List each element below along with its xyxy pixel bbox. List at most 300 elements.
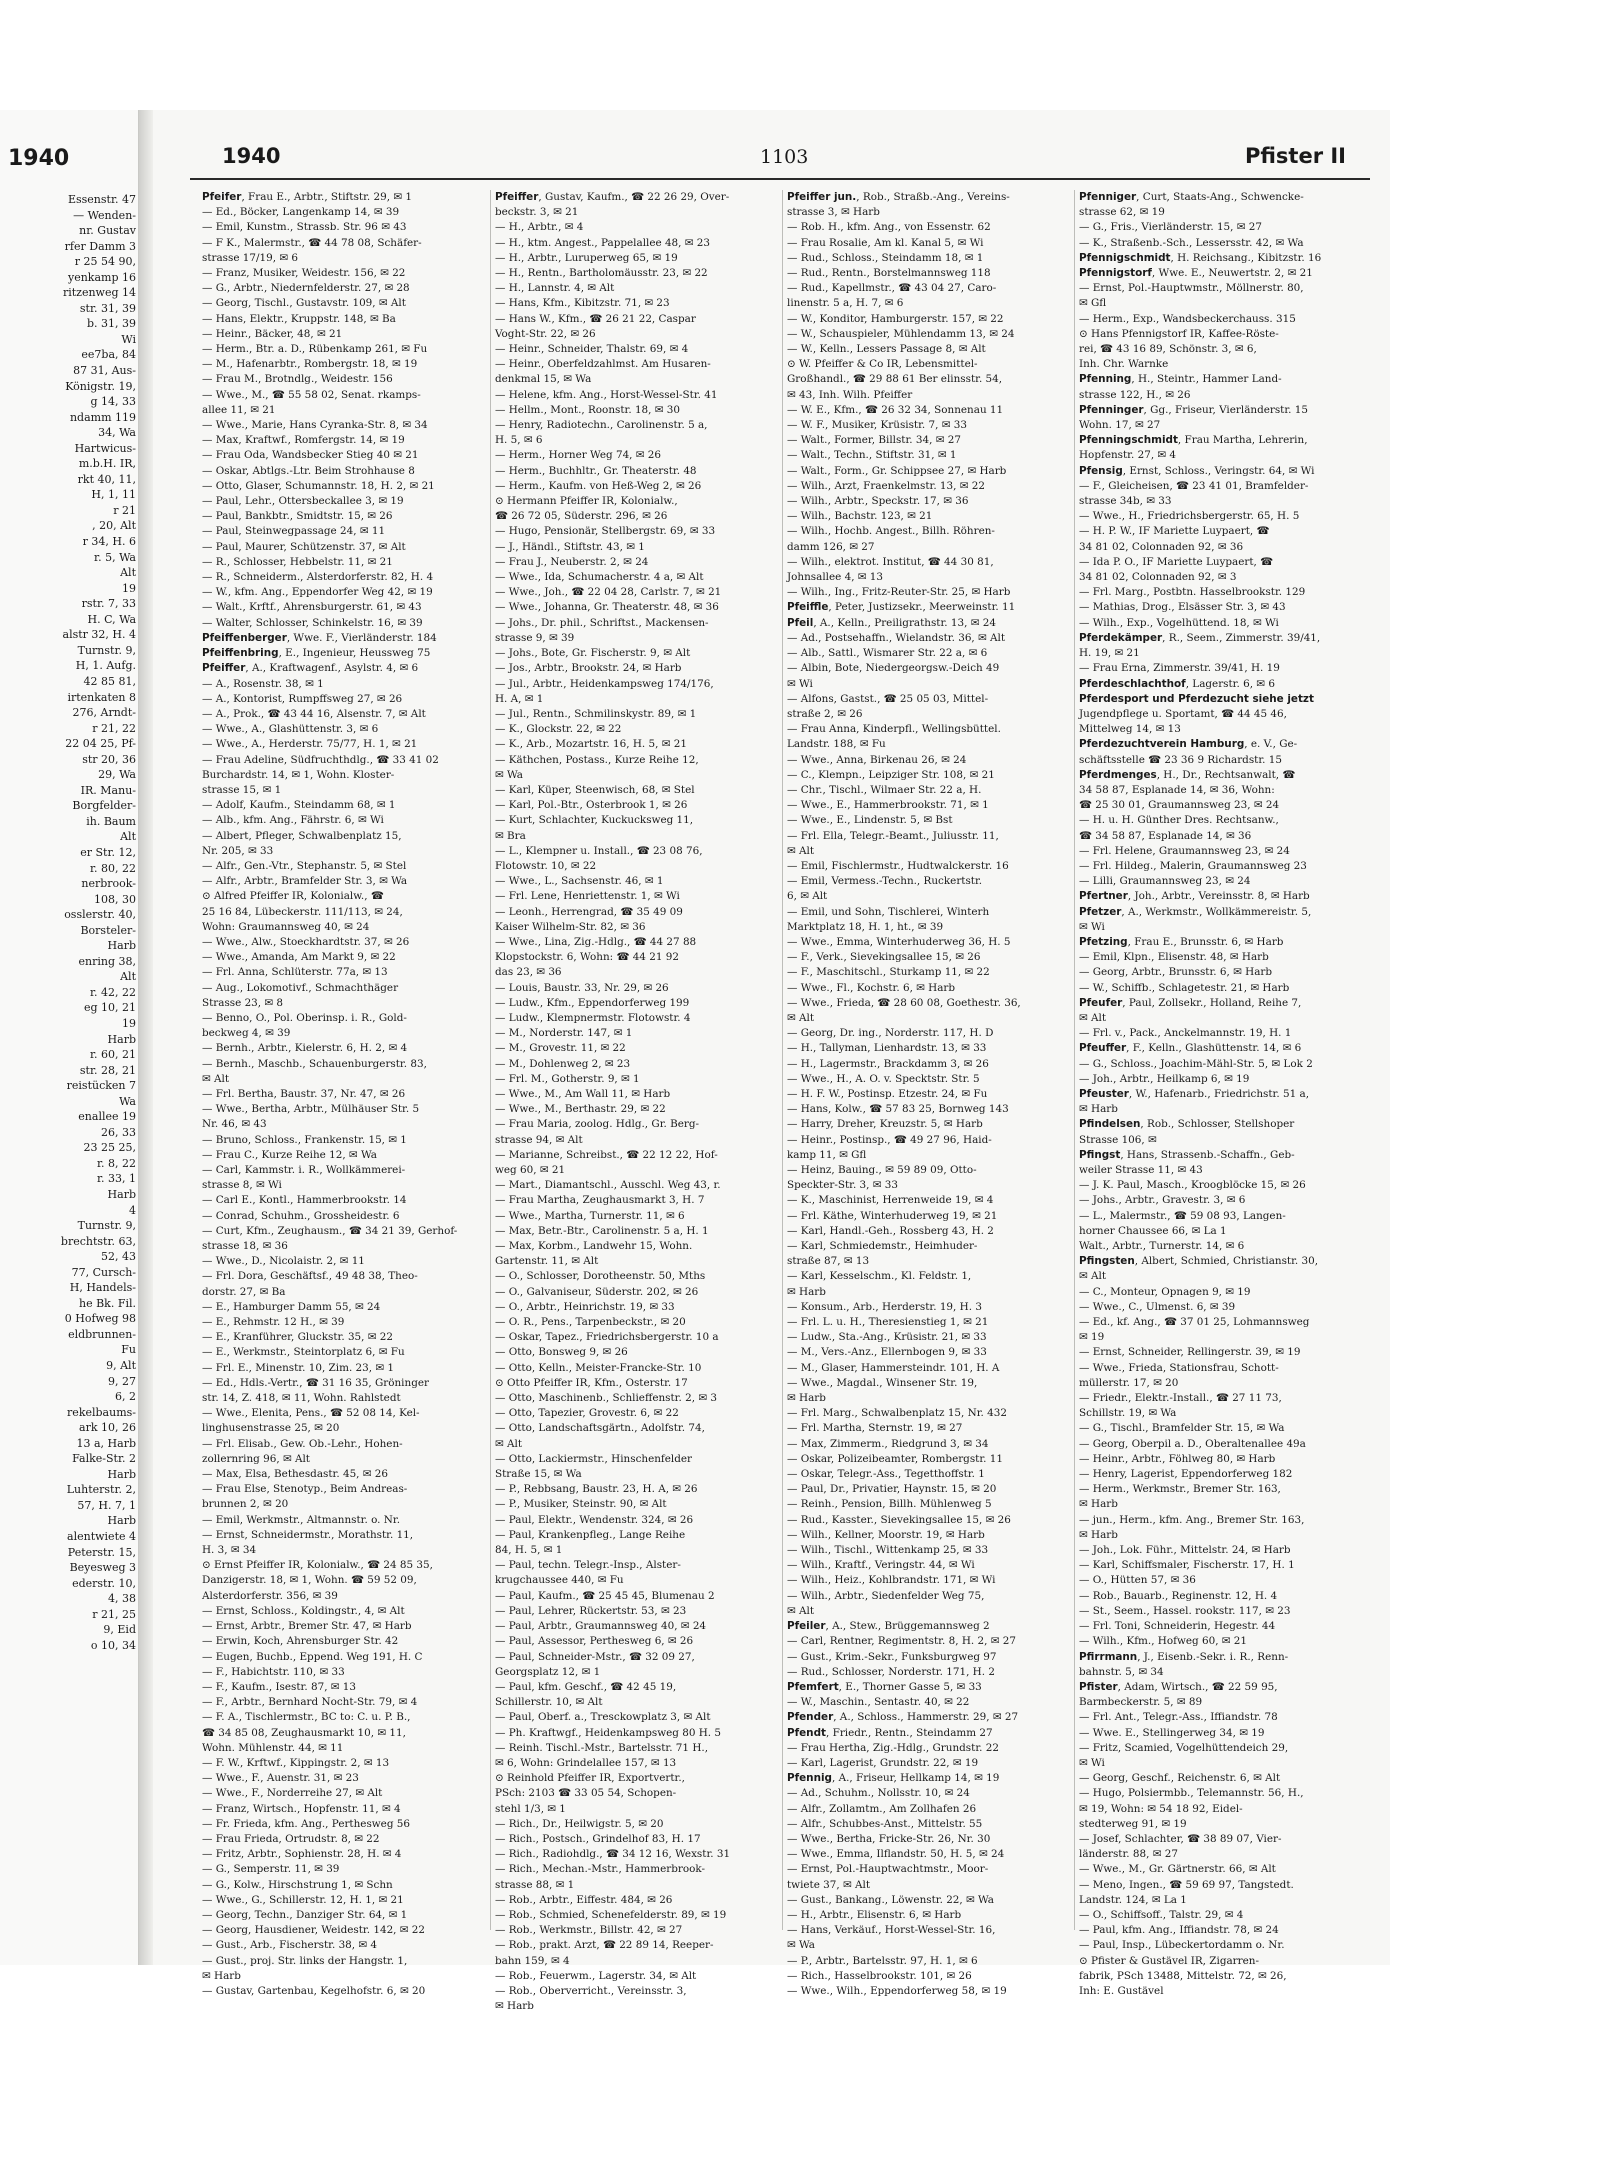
directory-entry: — Herm., Exp., Wandsbeckerchauss. 315 [1079,312,1296,325]
directory-entry: — G., Semperstr. 11, ✉ 39 [202,1863,340,1876]
directory-entry: brunnen 2, ✉ 20 [202,1498,289,1511]
directory-entry: — Gust., Krim.-Sekr., Funksburgweg 97 [787,1650,997,1663]
directory-entry: Georgsplatz 12, ✉ 1 [495,1665,601,1678]
previous-page-line: eldbrunnen- [68,1327,136,1341]
directory-entry: — Walt., Form., Gr. Schippsee 27, ✉ Harb [787,464,1007,477]
directory-entry: strasse 17/19, ✉ 6 [202,251,298,264]
previous-page-line: eg 10, 21 [83,1001,136,1015]
directory-entry: Pferdekämper, R., Seem., Zimmerstr. 39/41, [1079,631,1321,644]
directory-entry: — Frl. Ella, Telegr.-Beamt., Juliusstr. 11, [787,829,999,842]
directory-entry: Pfeiler, A., Stew., Brüggemannsweg 2 [787,1620,990,1633]
directory-entry: beckweg 4, ✉ 39 [202,1027,291,1040]
previous-page-line: yenkamp 16 [68,270,136,284]
directory-entry: — Rich., Mechan.-Mstr., Hammerbrook- [495,1863,705,1876]
directory-entry: strasse 15, ✉ 1 [202,783,282,796]
previous-page-line: 276, Arndt- [72,706,136,720]
directory-entry: — Paul, Insp., Lübeckertordamm o. Nr. [1079,1939,1285,1952]
directory-entry: — Frl. Elisab., Gew. Ob.-Lehr., Hohen- [202,1437,403,1450]
previous-page-line: r. 42, 22 [89,985,136,999]
directory-entry: — Wwe., Ida, Schumacherstr. 4 a, ✉ Alt [495,571,704,584]
directory-entry: — F. A., Tischlermstr., BC to: C. u. P. B., [202,1711,411,1724]
previous-page-line: er Str. 12, [80,845,136,859]
directory-entry: — Rob., Schmied, Schenefelderstr. 89, ✉ 19 [495,1908,727,1921]
previous-page-line: Hartwicus- [74,441,136,455]
directory-entry: — Eugen, Buchb., Eppend. Weg 191, H. C [202,1650,423,1663]
directory-entry: — Hans, Verkäuf., Horst-Wessel-Str. 16, [787,1924,996,1937]
directory-entry: — H., Tallyman, Lienhardstr. 13, ✉ 33 [787,1042,987,1055]
previous-page-line: ih. Baum [86,814,136,828]
directory-entry: — Otto, Kelln., Meister-Francke-Str. 10 [495,1361,702,1374]
directory-entry: — G., Fris., Vierländerstr. 15, ✉ 27 [1079,221,1263,234]
directory-entry: — Ludw., Sta.-Ang., Krüsistr. 21, ✉ 33 [787,1331,987,1344]
previous-page-line: 19 [122,581,136,595]
previous-page-line: r. 5, Wa [94,550,136,564]
directory-entry: — Wilh., Bachstr. 123, ✉ 21 [787,510,933,523]
directory-entry: — F., Gleicheisen, ☎ 23 41 01, Bramfelder- [1079,479,1309,492]
directory-entry: — Fritz, Arbtr., Sophienstr. 28, H. ✉ 4 [202,1848,402,1861]
previous-page-line: ederstr. 10, [72,1576,136,1590]
directory-entry: — Oskar, Abtlgs.-Ltr. Beim Strohhause 8 [202,464,415,477]
directory-entry: — Georg, Hausdiener, Weidestr. 142, ✉ 22 [202,1924,426,1937]
directory-entry: — Wwe., F., Auenstr. 31, ✉ 23 [202,1772,359,1785]
directory-entry: — Fritz, Scamied, Vogelhüttendeich 29, [1079,1741,1289,1754]
directory-entry: — K., Maschinist, Herrenweide 19, ✉ 4 [787,1194,994,1207]
directory-entry: — Ed., Böcker, Langenkamp 14, ✉ 39 [202,206,400,219]
directory-entry: — Joh., Arbtr., Heilkamp 6, ✉ 19 [1079,1072,1250,1085]
previous-page-line: 9, Alt [106,1359,136,1373]
directory-entry: damm 126, ✉ 27 [787,540,875,553]
directory-entry: Pfenniger, Curt, Staats-Ang., Schwencke- [1079,191,1304,203]
directory-entry: — Frau Rosalie, Am kl. Kanal 5, ✉ Wi [787,236,984,249]
directory-entry: Hopfenstr. 27, ✉ 4 [1079,449,1177,462]
directory-entry: — Frl. Toni, Schneiderin, Hegestr. 44 [1079,1620,1276,1633]
directory-entry: Pferdeschlachthof, Lagerstr. 6, ✉ 6 [1079,677,1275,690]
directory-entry: — Wwe., L., Sachsenstr. 46, ✉ 1 [495,875,664,888]
directory-entry: — R., Schlosser, Hebbelstr. 11, ✉ 21 [202,555,393,568]
directory-entry: — Johs., Dr. phil., Schriftst., Mackensen- [495,616,709,629]
directory-entry: — Adolf, Kaufm., Steindamm 68, ✉ 1 [202,799,396,812]
directory-entry: — Wilh., Heiz., Kohlbrandstr. 171, ✉ Wi [787,1574,996,1587]
directory-entry: Pfenninger, Gg., Friseur, Vierländerstr. 15 [1079,403,1309,416]
directory-entry: — Johs., Arbtr., Gravestr. 3, ✉ 6 [1079,1194,1246,1207]
directory-entry: strasse 88, ✉ 1 [495,1878,575,1891]
directory-entry: — Ernst, Pol.-Hauptwmstr., Möllnerstr. 80, [1079,282,1304,295]
directory-entry: — O., Schiffsoff., Talstr. 29, ✉ 4 [1079,1908,1244,1921]
directory-entry: Jugendpflege u. Sportamt, ☎ 44 45 46, [1079,707,1287,720]
previous-page-line: rstr. 7, 33 [81,597,136,611]
previous-page-line: ee7ba, 84 [81,348,136,362]
directory-entry: bahn 159, ✉ 4 [495,1954,570,1967]
column-3 [782,190,1061,1997]
directory-entry: Pfeiffenbring, E., Ingenieur, Heussweg 75 [202,647,431,660]
directory-entry: ⊙ Ernst Pfeiffer IR, Kolonialw., ☎ 24 85 35, [202,1559,433,1572]
column-4 [1074,190,1353,1997]
directory-entry: Pfeil, A., Kelln., Preiligrathstr. 13, ✉ 24 [787,616,996,629]
directory-entry: Pferdmenges, H., Dr., Rechtsanwalt, ☎ [1079,768,1296,781]
previous-page-line: 4 [129,1203,136,1217]
previous-page-line: rkt 40, 11, [77,472,136,486]
directory-entry: — Alfr., Gen.-Vtr., Stephanstr. 5, ✉ Stel [202,859,407,872]
page-margin [1390,110,1600,1965]
directory-entry: — H., Arbtr., ✉ 4 [495,221,584,234]
previous-page-line: irtenkaten 8 [67,690,136,704]
directory-entry: kamp 11, ✉ Gfl [787,1148,867,1161]
directory-columns [198,190,1368,2013]
previous-page-line: m.b.H. IR, [78,457,136,471]
directory-entry: — Harry, Dreher, Kreuzstr. 5, ✉ Harb [787,1118,983,1131]
directory-entry: ✉ 19 [1079,1331,1105,1344]
directory-entry: Pfennigschmidt, H. Reichsang., Kibitzstr. 16 [1079,251,1322,264]
directory-entry: Pfeiffle, Peter, Justizsekr., Meerweinstr. 11 [787,601,1016,614]
directory-entry: — R., Schneiderm., Alsterdorferstr. 82, H. 4 [202,571,434,584]
directory-entry: weg 60, ✉ 21 [495,1164,566,1176]
directory-entry: — Meno, Ingen., ☎ 59 69 97, Tangstedt. [1079,1878,1294,1891]
previous-page-line: H. C, Wa [87,612,136,626]
directory-entry: Pfenningschmidt, Frau Martha, Lehrerin, [1079,434,1308,447]
directory-entry: — L., Klempner u. Install., ☎ 23 08 76, [495,844,703,857]
previous-page-line: r. 60, 21 [89,1048,136,1062]
directory-entry: Pfingsten, Albert, Schmied, Christianstr. 30, [1079,1255,1319,1268]
directory-entry: — H., Arbtr., Luruperweg 65, ✉ 19 [495,251,678,264]
directory-entry: — Wilh., Kellner, Moorstr. 19, ✉ Harb [787,1528,985,1541]
directory-entry: — Hugo, Pensionär, Stellbergstr. 69, ✉ 33 [495,525,716,538]
directory-entry: — Wwe., Bertha, Fricke-Str. 26, Nr. 30 [787,1832,991,1845]
previous-page-line: IR. Manu- [80,783,136,797]
directory-entry: — Frau Erna, Zimmerstr. 39/41, H. 19 [1079,662,1280,675]
previous-page-line: Königstr. 19, [65,379,136,393]
directory-entry: — Alfr., Schubbes-Anst., Mittelstr. 55 [787,1817,983,1830]
directory-entry: — Paul, Elektr., Wendenstr. 324, ✉ 26 [495,1513,694,1526]
directory-entry: — Oskar, Tapez., Friedrichsbergerstr. 10 a [495,1331,719,1344]
directory-entry: Marktplatz 18, H. 1, ht., ✉ 39 [787,920,944,933]
directory-entry: Pfennig, A., Friseur, Hellkamp 14, ✉ 19 [787,1772,1000,1785]
directory-entry: — H., ktm. Angest., Pappelallee 48, ✉ 23 [495,236,711,249]
directory-entry: — Karl, Küper, Steenwisch, 68, ✉ Stel [495,783,695,796]
previous-page-line: Falke-Str. 2 [72,1452,136,1466]
previous-page-line: 42 85 81, [83,674,136,688]
previous-page-line: enring 38, [78,954,136,968]
directory-entry: ⊙ W. Pfeiffer & Co IR, Lebensmittel- [787,358,978,371]
directory-entry: ✉ Harb [1079,1498,1118,1511]
directory-entry: Wohn. 17, ✉ 27 [1079,419,1161,432]
directory-entry: — W., kfm. Ang., Eppendorfer Weg 42, ✉ 19 [202,586,433,599]
directory-entry: — O., Schlosser, Dorotheenstr. 50, Mths [495,1270,706,1283]
previous-page-line: 57, H. 7, 1 [77,1498,136,1512]
directory-entry: — O., Galvaniseur, Süderstr. 202, ✉ 26 [495,1285,699,1298]
previous-page-line: osslerstr. 40, [64,908,136,922]
directory-entry: — Ed., Hdls.-Vertr., ☎ 31 16 35, Gröninger [202,1376,429,1389]
directory-entry: — Wwe., Frieda, Stationsfrau, Schott- [1079,1361,1279,1374]
directory-entry: ⊙ Alfred Pfeiffer IR, Kolonialw., ☎ [202,890,384,903]
directory-entry: — O., Hütten 57, ✉ 36 [1079,1574,1196,1587]
previous-page-line: he Bk. Fil. [79,1296,136,1310]
directory-entry: — Rich., Hasselbrookstr. 101, ✉ 26 [787,1969,972,1982]
directory-entry: — Rob., Oberverricht., Vereinsstr. 3, [495,1984,687,1997]
directory-entry: — Rud., Kasster., Sievekingsallee 15, ✉ 26 [787,1513,1011,1526]
directory-entry: — Georg, Oberpil a. D., Oberaltenallee 49a [1079,1437,1306,1450]
previous-page-line: H, Handels- [69,1281,136,1295]
directory-entry: — Bernh., Arbtr., Kielerstr. 6, H. 2, ✉ 4 [202,1042,408,1055]
previous-page-line: str. 31, 39 [79,301,136,315]
directory-entry: Wohn: Graumannsweg 40, ✉ 24 [202,920,370,933]
directory-entry: — Wwe., A., Glashüttenstr. 3, ✉ 6 [202,723,379,736]
previous-page-line: Alt [120,566,136,580]
directory-entry: — Wwe., Martha, Turnerstr. 11, ✉ 6 [495,1209,685,1222]
directory-entry: — Wwe., Bertha, Arbtr., Mülhäuser Str. 5 [202,1103,420,1116]
directory-entry: — Ernst, Schloss., Koldingstr., 4, ✉ Alt [202,1604,405,1617]
directory-entry: — Fr. Frieda, kfm. Ang., Perthesweg 56 [202,1817,410,1830]
directory-entry: — Albert, Pfleger, Schwalbenplatz 15, [202,829,402,842]
directory-entry: — Curt, Kfm., Zeughausm., ☎ 34 21 39, Gerhof- [202,1224,458,1237]
directory-entry: — Franz, Musiker, Weidestr. 156, ✉ 22 [202,267,406,280]
directory-entry: strasse 34b, ✉ 33 [1079,495,1172,508]
directory-entry: ☎ 34 58 87, Esplanade 14, ✉ 36 [1079,829,1252,842]
directory-entry: — Ad., Schuhm., Nollsstr. 10, ✉ 24 [787,1787,970,1800]
previous-page-line: Borgfelder- [72,799,136,813]
previous-page-line: 4, 38 [108,1592,136,1606]
book-gutter [139,110,153,1965]
directory-entry: — Rob., Bauarb., Reginenstr. 12, H. 4 [1079,1589,1278,1602]
directory-entry: — F K., Malermstr., ☎ 44 78 08, Schäfer- [202,236,422,249]
directory-entry: — Rud., Schloss., Steindamm 18, ✉ 1 [787,251,984,264]
directory-entry: — Ph. Kraftwgf., Heidenkampsweg 80 H. 5 [495,1726,722,1739]
directory-entry: — H. u. H. Günther Dres. Rechtsanw., [1079,814,1279,827]
directory-entry: ☎ 34 85 08, Zeughausmarkt 10, ✉ 11, [202,1726,406,1739]
directory-entry: — Carl, Kammstr. i. R., Wollkämmerei- [202,1164,406,1176]
directory-entry: — Ernst, Pol.-Hauptwachtmstr., Moor- [787,1863,989,1876]
previous-page-line: 87 31, Aus- [73,364,136,378]
previous-page-line: Harb [107,1514,136,1528]
directory-entry: — K., Arb., Mozartstr. 16, H. 5, ✉ 21 [495,738,687,751]
previous-page-line: Wi [121,332,136,346]
previous-page-line: rekelbaums- [67,1405,136,1419]
directory-entry: — Heinr., Postinsp., ☎ 49 27 96, Haid- [787,1133,992,1146]
directory-entry: Landstr. 124, ✉ La 1 [1079,1893,1187,1906]
directory-entry: — Wilh., Arbtr., Siedenfelder Weg 75, [787,1589,985,1602]
directory-entry: strasse 122, H., ✉ 26 [1079,388,1191,401]
directory-entry: — F., Verk., Sievekingsallee 15, ✉ 26 [787,951,981,964]
directory-entry: ✉ Wi [787,677,813,690]
directory-entry: — Heinr., Schneider, Thalstr. 69, ✉ 4 [495,343,689,356]
directory-entry: — Wwe., E., Lindenstr. 5, ✉ Bst [787,814,953,827]
previous-page-line: 29, Wa [98,768,136,782]
directory-entry: — Alfr., Arbtr., Bramfelder Str. 3, ✉ Wa [202,875,408,888]
directory-entry: — Conrad, Schuhm., Grossheidestr. 6 [202,1209,400,1222]
directory-entry: — W., Konditor, Hamburgerstr. 157, ✉ 22 [787,312,1004,325]
directory-entry: — Heinr., Bäcker, 48, ✉ 21 [202,327,343,340]
directory-entry: — Paul, Lehr., Ottersbeckallee 3, ✉ 19 [202,495,404,508]
previous-page-line: str 20, 36 [82,752,136,766]
directory-entry: — Herm., Buchhltr., Gr. Theaterstr. 48 [495,464,697,477]
directory-entry: — Ludw., Klempnermstr. Flotowstr. 4 [495,1011,691,1024]
directory-entry: — Wwe., H., Friedrichsbergerstr. 65, H. 5 [1079,510,1300,523]
directory-entry: — Ernst, Arbtr., Bremer Str. 47, ✉ Harb [202,1620,412,1633]
directory-entry: — H., Lannstr. 4, ✉ Alt [495,282,615,295]
directory-entry: — F., Arbtr., Bernhard Nocht-Str. 79, ✉ 4 [202,1696,418,1709]
previous-page-line: Harb [107,1032,136,1046]
directory-entry: Inh: E. Gustävel [1079,1984,1164,1997]
previous-page-text [4,192,136,1653]
running-head: Pfister II [1244,144,1346,168]
directory-entry: PSch: 2103 ☎ 33 05 54, Schopen- [495,1787,677,1800]
previous-page-line: ritzenweg 14 [62,286,136,300]
previous-page-line: 34, Wa [98,426,136,440]
directory-entry: — Max, Elsa, Bethesdastr. 45, ✉ 26 [202,1468,389,1481]
directory-entry: — Wwe., M., Berthastr. 29, ✉ 22 [495,1103,666,1116]
directory-entry: — M., Hafenarbtr., Rombergstr. 18, ✉ 19 [202,358,418,371]
directory-entry: — Henry, Lagerist, Eppendorferweg 182 [1079,1468,1293,1481]
directory-entry: ☎ 25 30 01, Graumannsweg 23, ✉ 24 [1079,799,1280,812]
directory-entry: — Paul, Assessor, Perthesweg 6, ✉ 26 [495,1635,694,1648]
directory-entry: Pfindelsen, Rob., Schlosser, Stellshoper [1079,1118,1295,1131]
directory-entry: — Frau M., Brotndlg., Weidestr. 156 [202,373,393,386]
directory-entry: — Paul, kfm. Geschf., ☎ 42 45 19, [495,1680,677,1693]
directory-entry: — Mart., Diamantschl., Ausschl. Weg 43, r. [495,1179,721,1192]
previous-page-line: r. 33, 1 [96,1172,136,1186]
directory-entry: — Georg, Tischl., Gustavstr. 109, ✉ Alt [202,297,406,310]
directory-entry: — W., Maschin., Sentastr. 40, ✉ 22 [787,1696,970,1709]
previous-page-line: Harb [107,939,136,953]
directory-entry: — E., Werkmstr., Steintorplatz 6, ✉ Fu [202,1346,405,1359]
directory-entry: — Aug., Lokomotivf., Schmachthäger [202,981,399,994]
directory-entry: — Oskar, Telegr.-Ass., Tegetthoffstr. 1 [787,1468,985,1481]
directory-entry: — Jul., Rentn., Schmilinskystr. 89, ✉ 1 [495,707,697,720]
directory-entry: — Ludw., Kfm., Eppendorferweg 199 [495,996,690,1009]
directory-entry: — Wwe., Lina, Zig.-Hdlg., ☎ 44 27 88 [495,935,697,948]
directory-entry: — Marianne, Schreibst., ☎ 22 12 22, Hof- [495,1148,718,1161]
directory-entry: Strasse 23, ✉ 8 [202,996,284,1009]
directory-entry: ✉ Alt [787,1011,815,1024]
directory-entry: stedterweg 91, ✉ 19 [1079,1817,1187,1830]
directory-entry: — Wwe., Emma, Winterhuderweg 36, H. 5 [787,935,1011,948]
directory-entry: Pfeiffer jun., Rob., Straßb.-Ang., Vereins- [787,191,1010,203]
directory-entry: ✉ Bra [495,829,526,842]
directory-entry: strasse 94, ✉ Alt [495,1133,583,1146]
previous-page-line: nr. Gustav [79,224,136,238]
directory-entry: bahnstr. 5, ✉ 34 [1079,1665,1164,1678]
directory-entry: — E., Hamburger Damm 55, ✉ 24 [202,1300,381,1313]
directory-entry: allee 11, ✉ 21 [202,403,276,416]
previous-page-line: , 20, Alt [92,519,136,533]
directory-entry: — Max, Betr.-Btr., Carolinenstr. 5 a, H. 1 [495,1224,709,1237]
directory-entry: — Frau J., Neuberstr. 2, ✉ 24 [495,555,649,568]
previous-page-line: H, 1, 11 [91,488,136,502]
directory-entry: — Wwe., F., Norderreihe 27, ✉ Alt [202,1787,383,1800]
directory-entry: Alsterdorferstr. 356, ✉ 39 [202,1589,338,1602]
directory-entry: 34 81 02, Colonnaden 92, ✉ 3 [1079,571,1237,584]
directory-entry: Klopstockstr. 6, Wohn: ☎ 44 21 92 [495,951,679,964]
directory-entry: — J. K. Paul, Masch., Kroogblöcke 15, ✉ 26 [1079,1179,1306,1192]
directory-entry: — Gust., proj. Str. links der Hangstr. 1, [202,1954,408,1967]
directory-entry: — Frau Oda, Wandsbecker Stieg 40 ✉ 21 [202,449,419,462]
previous-page-line: Fu [121,1343,136,1357]
previous-page-line: 19 [122,1016,136,1030]
directory-entry: — Frl. Helene, Graumannsweg 23, ✉ 24 [1079,844,1290,857]
directory-entry: schäftsstelle ☎ 23 36 9 Richardstr. 15 [1079,753,1282,766]
directory-entry: — Georg, Dr. ing., Norderstr. 117, H. D [787,1027,994,1040]
directory-entry: — Joh., Lok. Führ., Mittelstr. 24, ✉ Harb [1079,1544,1291,1557]
previous-page-line: rfer Damm 3 [64,239,136,253]
previous-page-line: 26, 33 [101,1125,136,1139]
directory-entry: — Herm., Werkmstr., Bremer Str. 163, [1079,1483,1281,1496]
directory-entry: — Frau Adeline, Südfruchthdlg., ☎ 33 41 02 [202,753,439,766]
directory-entry: H. 5, ✉ 6 [495,434,543,447]
directory-entry: Barmbeckerstr. 5, ✉ 89 [1079,1696,1203,1709]
directory-entry: — Rud., Kapellmstr., ☎ 43 04 27, Caro- [787,282,997,295]
directory-entry: — Wwe. E., Stellingerweg 34, ✉ 19 [1079,1726,1265,1739]
directory-entry: — Chr., Tischl., Wilmaer Str. 22 a, H. [787,783,982,796]
directory-entry: Kaiser Wilhelm-Str. 82, ✉ 36 [495,920,646,933]
directory-entry: ✉ Gfl [1079,297,1107,310]
directory-entry: — Frl. Martha, Sternstr. 19, ✉ 27 [787,1422,963,1435]
directory-entry: str. 14, Z. 418, ✉ 11, Wohn. Rahlstedt [202,1392,401,1405]
directory-entry: — F., Habichtstr. 110, ✉ 33 [202,1665,345,1678]
directory-entry: das 23, ✉ 36 [495,966,562,979]
directory-entry: Pfister, Adam, Wirtsch., ☎ 22 59 95, [1079,1680,1278,1693]
directory-entry: ✉ Harb [787,1392,826,1405]
previous-page-line: str. 28, 21 [79,1063,136,1077]
directory-entry: — Otto, Tapezier, Grovestr. 6, ✉ 22 [495,1407,679,1420]
directory-entry: Pfender, A., Schloss., Hammerstr. 29, ✉ 27 [787,1711,1019,1724]
directory-entry: — Otto, Glaser, Schumannstr. 18, H. 2, ✉ 21 [202,479,435,492]
directory-entry: — J., Händl., Stiftstr. 43, ✉ 1 [495,540,645,553]
directory-entry: ✉ Harb [787,1285,826,1298]
directory-entry: — Oskar, Polizeibeamter, Rombergstr. 11 [787,1452,1003,1465]
directory-entry: — M., Norderstr. 147, ✉ 1 [495,1027,633,1040]
directory-entry: — Gust., Arb., Fischerstr. 38, ✉ 4 [202,1939,378,1952]
directory-entry: — A., Prok., ☎ 43 44 16, Alsenstr. 7, ✉ Alt [202,707,426,720]
directory-entry: — Karl, Handl.-Geh., Rossberg 43, H. 2 [787,1224,994,1237]
directory-entry: — Otto, Maschinenb., Schlieffenstr. 2, ✉ 3 [495,1392,717,1405]
directory-page [190,138,1370,2013]
directory-entry: Strasse 106, ✉ [1079,1133,1157,1146]
directory-entry: — Hans, Kfm., Kibitzstr. 71, ✉ 23 [495,297,670,310]
directory-entry: — Konsum., Arb., Herderstr. 19, H. 3 [787,1300,982,1313]
directory-entry: stehl 1/3, ✉ 1 [495,1802,566,1815]
directory-entry: — P., Musiker, Steinstr. 90, ✉ Alt [495,1498,667,1511]
previous-page-line: Wa [119,1094,136,1108]
previous-page-line: o 10, 34 [90,1638,136,1652]
directory-entry: Flotowstr. 10, ✉ 22 [495,859,597,872]
directory-entry: — F. W., Krftwf., Kippingstr. 2, ✉ 13 [202,1756,390,1769]
directory-entry: — Max, Korbm., Landwehr 15, Wohn. [495,1240,693,1253]
directory-entry: ✉ Wa [787,1939,815,1952]
previous-page-line: reistücken 7 [66,1079,136,1093]
previous-page-line: Essenstr. 47 [67,193,136,206]
directory-entry: — Wwe., M., ☎ 55 58 02, Senat. rkamps- [202,388,421,401]
directory-entry: — jun., Herm., kfm. Ang., Bremer Str. 163, [1079,1513,1305,1526]
directory-entry: Gartenstr. 11, ✉ Alt [495,1255,599,1268]
directory-entry: — Paul, Dr., Privatier, Haynstr. 15, ✉ 20 [787,1483,997,1496]
directory-entry: — Emil, Vermess.-Techn., Ruckertstr. [787,875,983,888]
directory-entry: — W., Schauspieler, Mühlendamm 13, ✉ 24 [787,327,1015,340]
previous-page-line: Harb [107,1188,136,1201]
directory-entry: — Frau Hertha, Zig.-Hdlg., Grundstr. 22 [787,1741,999,1754]
column-1 [198,190,476,1997]
directory-entry: — G., Kolw., Hirschstrung 1, ✉ Schn [202,1878,393,1891]
directory-entry: — Friedr., Elektr.-Install., ☎ 27 11 73, [1079,1392,1282,1405]
directory-entry: — Rud., Schlosser, Norderstr. 171, H. 2 [787,1665,995,1678]
previous-page-line: r. 8, 22 [96,1156,136,1170]
previous-page-line: Turnstr. 9, [77,643,136,657]
directory-entry: ⊙ Pfister & Gustävel IR, Zigarren- [1079,1954,1259,1967]
directory-entry: — Jos., Arbtr., Brookstr. 24, ✉ Harb [495,662,682,675]
directory-entry: Pfeiffer, A., Kraftwagenf., Asylstr. 4, ✉ 6 [202,662,419,675]
previous-page-line: 23 25 25, [83,1141,136,1155]
directory-entry: — Wwe., Joh., ☎ 22 04 28, Carlstr. 7, ✉ 21 [495,586,722,599]
directory-entry: — Rich., Postsch., Grindelhof 83, H. 17 [495,1832,701,1845]
directory-entry: — Frl. Anna, Schlüterstr. 77a, ✉ 13 [202,966,388,979]
